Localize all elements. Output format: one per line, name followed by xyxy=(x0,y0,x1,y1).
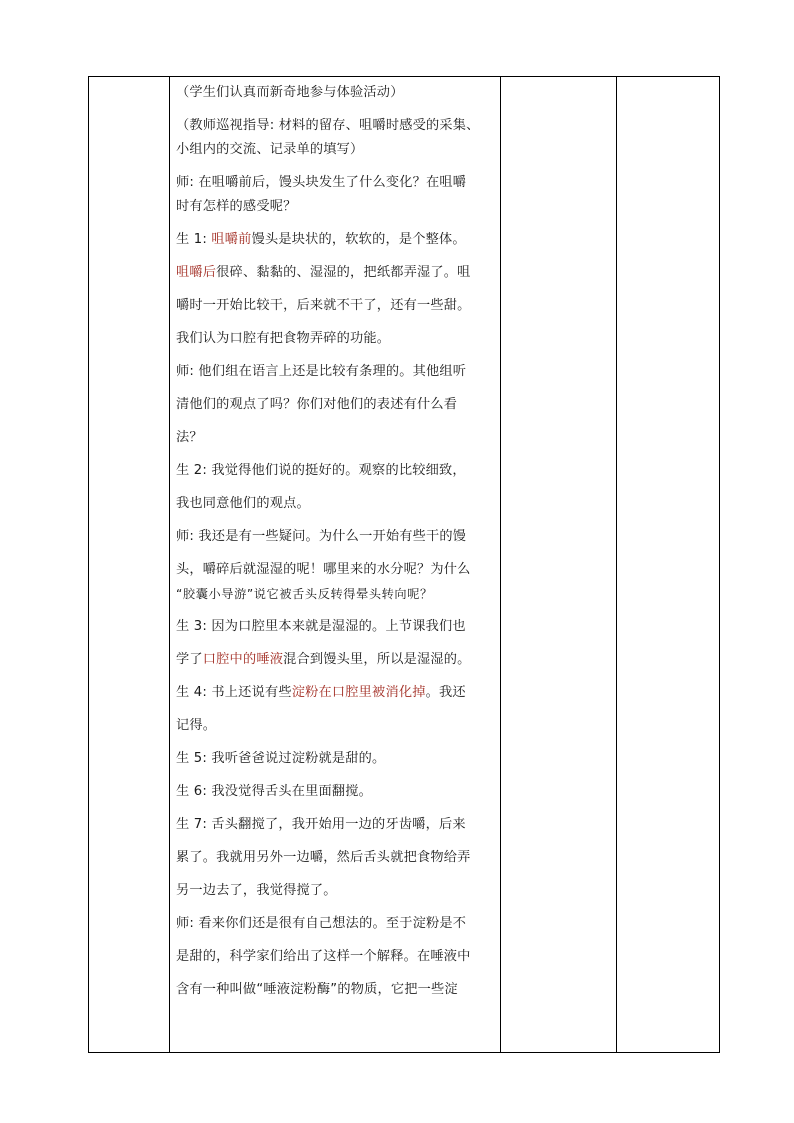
text-span: 小组内的交流、记录单的填写） xyxy=(176,142,364,157)
highlighted-text: 淀粉在口腔里被消化掉 xyxy=(291,685,426,700)
text-line xyxy=(176,582,496,606)
text-span: 生 3: 因为口腔里本来就是湿湿的。上节课我们也 xyxy=(176,619,466,634)
text-line xyxy=(176,114,496,138)
text-span: 我也同意他们的观点。 xyxy=(176,496,310,511)
text-span: 师: 他们组在语言上还是比较有条理的。其他组听 xyxy=(176,364,467,379)
text-span: 头，嚼碎后就湿湿的呢！哪里来的水分呢？为什么 xyxy=(176,562,471,577)
text-line xyxy=(176,138,496,162)
text-span: 嚼时一开始比较干，后来就不干了，还有一些甜。 xyxy=(176,298,471,313)
text-line xyxy=(176,81,496,105)
left-empty-cell xyxy=(89,77,170,1053)
text-line xyxy=(176,525,496,549)
text-span: 馒头是块状的，软软的，是个整体。 xyxy=(251,232,466,247)
text-line xyxy=(176,681,496,705)
text-line xyxy=(176,978,496,1002)
text-span: 我们认为口腔有把食物弄碎的功能。 xyxy=(176,331,391,346)
text-span: 师: 我还是有一些疑问。为什么一开始有些干的馒 xyxy=(176,529,467,544)
text-line xyxy=(176,492,496,516)
text-span: 师: 在咀嚼前后，馒头块发生了什么变化？在咀嚼 xyxy=(176,175,467,190)
text-span: （学生们认真而新奇地参与体验活动） xyxy=(176,85,404,100)
text-span: 。我还 xyxy=(425,685,466,700)
text-span: 清他们的观点了吗？你们对他们的表述有什么看 xyxy=(176,397,458,412)
highlighted-text: 口腔中的唾液 xyxy=(202,652,284,667)
text-span: 学了 xyxy=(176,652,203,667)
text-span: 时有怎样的感受呢？ xyxy=(176,199,297,214)
text-line xyxy=(176,648,496,672)
text-line xyxy=(176,846,496,870)
text-span: 含有一种叫做“唾液淀粉酶”的物质，它把一些淀 xyxy=(176,982,458,997)
text-span: 生 4: 书上还说有些 xyxy=(176,685,292,700)
text-span: 混合到馒头里，所以是湿湿的。 xyxy=(283,652,471,667)
table-row xyxy=(89,77,720,1053)
text-span: 师: 看来你们还是很有自己想法的。至于淀粉是不 xyxy=(176,916,467,931)
text-line xyxy=(176,747,496,771)
text-line xyxy=(176,171,496,195)
text-span: 生 5: 我听爸爸说过淀粉就是甜的。 xyxy=(176,751,386,766)
text-span: 累了。我就用另外一边嚼，然后舌头就把食物给弄 xyxy=(176,850,471,865)
text-span: 另一边去了，我觉得搅了。 xyxy=(176,883,337,898)
text-line xyxy=(176,228,496,252)
middle-empty-cell xyxy=(501,77,617,1053)
text-line xyxy=(176,615,496,639)
text-line xyxy=(176,558,496,582)
text-line xyxy=(176,714,496,738)
text-line xyxy=(176,393,496,417)
text-span: “胶囊小导游”说它被舌头反转得晕头转向呢？ xyxy=(176,587,433,601)
text-line xyxy=(176,360,496,384)
text-line xyxy=(176,945,496,969)
text-line xyxy=(176,294,496,318)
text-line xyxy=(176,261,496,285)
text-line xyxy=(176,195,496,219)
text-span: 生 1: xyxy=(176,232,212,247)
text-line xyxy=(176,879,496,903)
highlighted-text: 咀嚼前 xyxy=(211,232,252,247)
text-span: 记得。 xyxy=(176,718,217,733)
text-line xyxy=(176,459,496,483)
lesson-plan-table xyxy=(88,76,720,1053)
text-line xyxy=(176,327,496,351)
text-span: 生 6: 我没觉得舌头在里面翻搅。 xyxy=(176,784,373,799)
text-span: 生 7: 舌头翻搅了，我开始用一边的牙齿嚼，后来 xyxy=(176,817,466,832)
text-line xyxy=(176,426,496,450)
highlighted-text: 咀嚼后 xyxy=(176,265,217,280)
text-span: （教师巡视指导: 材料的留存、咀嚼时感受的采集、 xyxy=(176,118,480,133)
text-span: 很碎、黏黏的、湿湿的，把纸都弄湿了。咀 xyxy=(216,265,471,280)
right-empty-cell xyxy=(617,77,720,1053)
text-span: 是甜的，科学家们给出了这样一个解释。在唾液中 xyxy=(176,949,471,964)
text-span: 生 2: 我觉得他们说的挺好的。观察的比较细致， xyxy=(176,463,466,478)
text-span: 法？ xyxy=(176,430,203,445)
text-line xyxy=(176,780,496,804)
dialogue-lines xyxy=(176,81,496,1002)
text-line xyxy=(176,813,496,837)
text-line xyxy=(176,912,496,936)
teaching-process-cell xyxy=(170,77,501,1053)
